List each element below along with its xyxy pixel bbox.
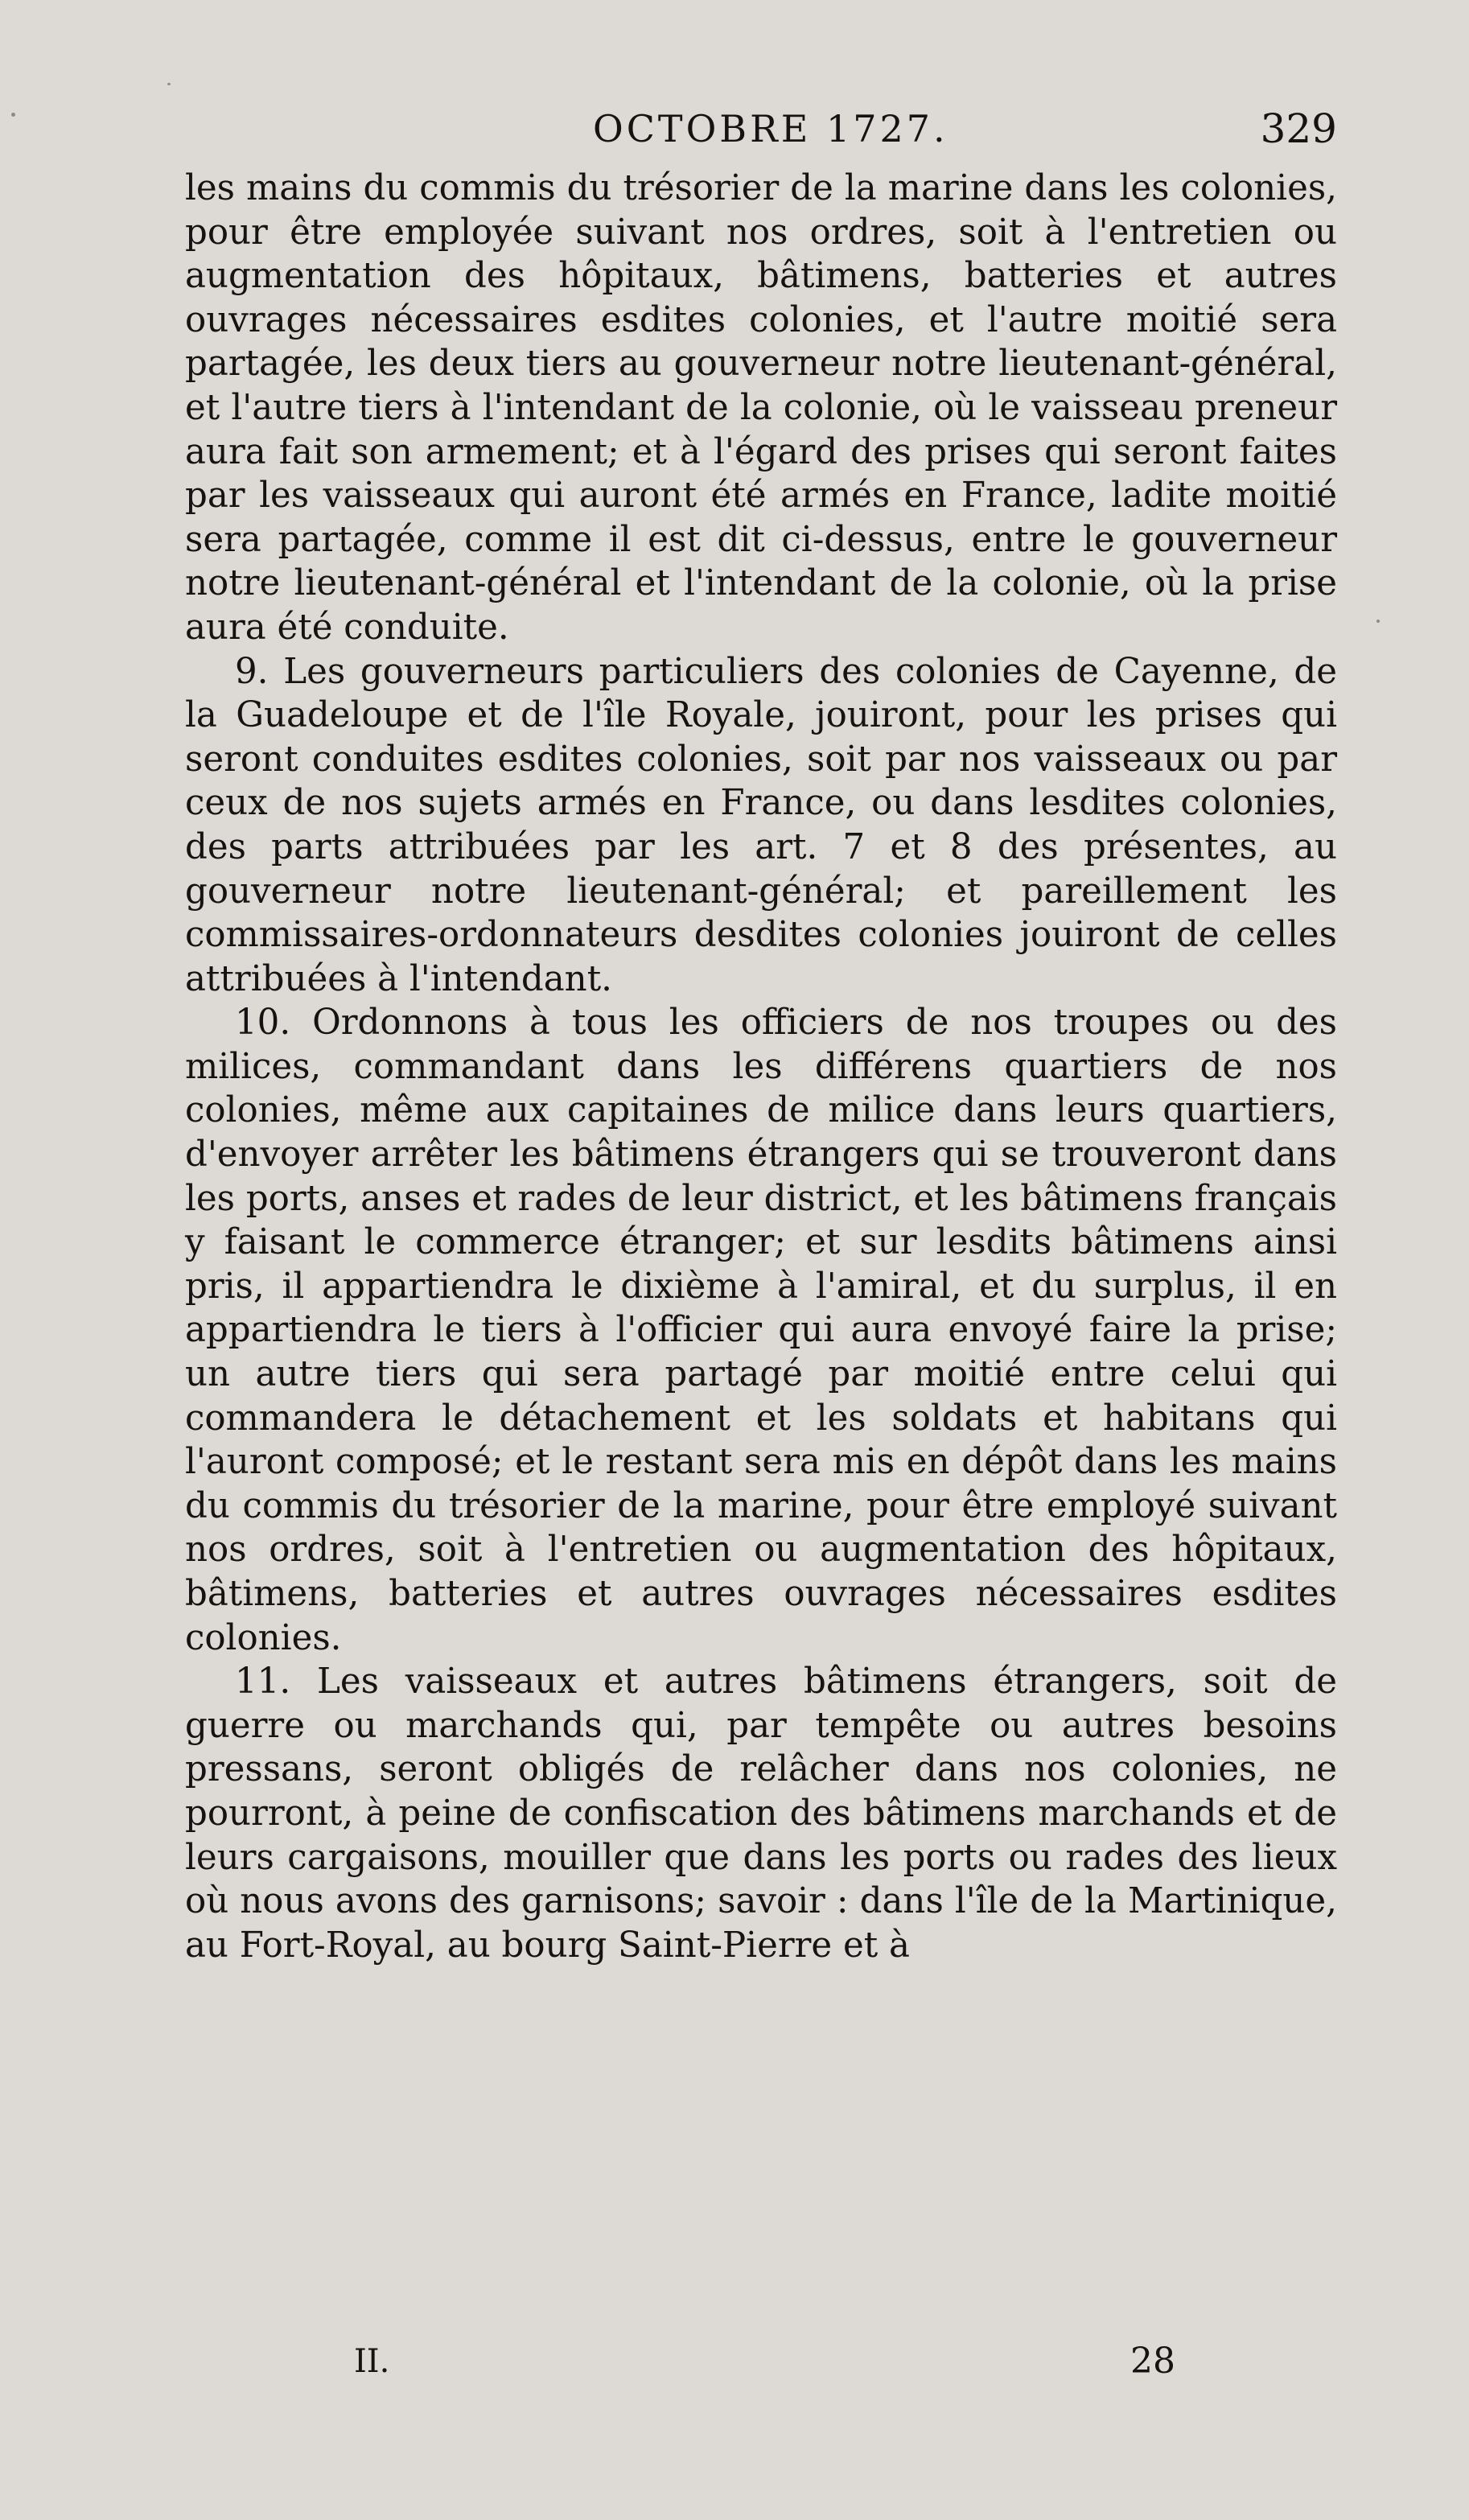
- body-text: [185, 167, 1337, 1967]
- paper-speck: [1376, 620, 1380, 623]
- page-header: [187, 103, 1337, 154]
- page-footer: [185, 2337, 1337, 2386]
- folio-number: 28: [1130, 2341, 1175, 2382]
- signature-mark: II.: [354, 2343, 390, 2380]
- page-number: 329: [1260, 105, 1337, 152]
- running-title: OCTOBRE 1727.: [593, 107, 948, 150]
- paragraph-article-11: 11. Les vaisseaux et autres bâtimens étrangers, soit de guerre ou marchands qui, par tempête ou autres besoins pressans, seront obligés de relâcher dans nos colonies, ne pourront, à peine de confiscation des bâtimens marchands et de leurs cargaisons, mouiller que dans les ports ou rades des lieux où nous avons des garnisons; savoir : dans l'île de la Martinique, au Fort-Royal, au bourg Saint-Pierre et à: [185, 1661, 1337, 1966]
- paragraph-article-10: 10. Ordonnons à tous les officiers de nos troupes ou des milices, commandant dans les différens quartiers de nos colonies, même aux capitaines de milice dans leurs quartiers, d'envoyer arrêter les bâtimens étrangers qui se trouveront dans les ports, anses et rades de leur district, et les bâtimens français y faisant le commerce étranger; et sur lesdits bâtimens ainsi pris, il appartiendra le dixième à l'amiral, et du surplus, il en appartiendra le tiers à l'officier qui aura envoyé faire la prise; un autre tiers qui sera partagé par moitié entre celui qui commandera le détachement et les soldats et habitans qui l'auront composé; et le restant sera mis en dépôt dans les mains du commis du trésorier de la marine, pour être employé suivant nos ordres, soit à l'entretien ou augmentation des hôpitaux, bâtimens, batteries et autres ouvrages nécessaires esdites colonies.: [185, 1003, 1337, 1658]
- paper-speck: [11, 113, 15, 117]
- paragraph-article-9: 9. Les gouverneurs particuliers des colonies de Cayenne, de la Guadeloupe et de l'île Royale, jouiront, pour les prises qui seront conduites esdites colonies, soit par nos vaisseaux ou par ceux de nos sujets armés en France, ou dans lesdites colonies, des parts attribuées par les art. 7 et 8 des présentes, au gouverneur notre lieutenant-général; et pareillement les commissaires-ordonnateurs desdites colonies jouiront de celles attribuées à l'intendant.: [185, 651, 1337, 999]
- paragraph-continuation: les mains du commis du trésorier de la marine dans les colonies, pour être employée suivant nos ordres, soit à l'entretien ou augmentation des hôpitaux, bâtimens, batteries et autres ouvrages nécessaires esdites colonies, et l'autre moitié sera partagée, les deux tiers au gouverneur notre lieutenant-général, et l'autre tiers à l'intendant de la colonie, où le vaisseau preneur aura fait son armement; et à l'égard des prises qui seront faites par les vaisseaux qui auront été armés en France, ladite moitié sera partagée, comme il est dit ci-dessus, entre le gouverneur notre lieutenant-général et l'intendant de la colonie, où la prise aura été conduite.: [185, 168, 1337, 648]
- paper-speck: [167, 83, 171, 85]
